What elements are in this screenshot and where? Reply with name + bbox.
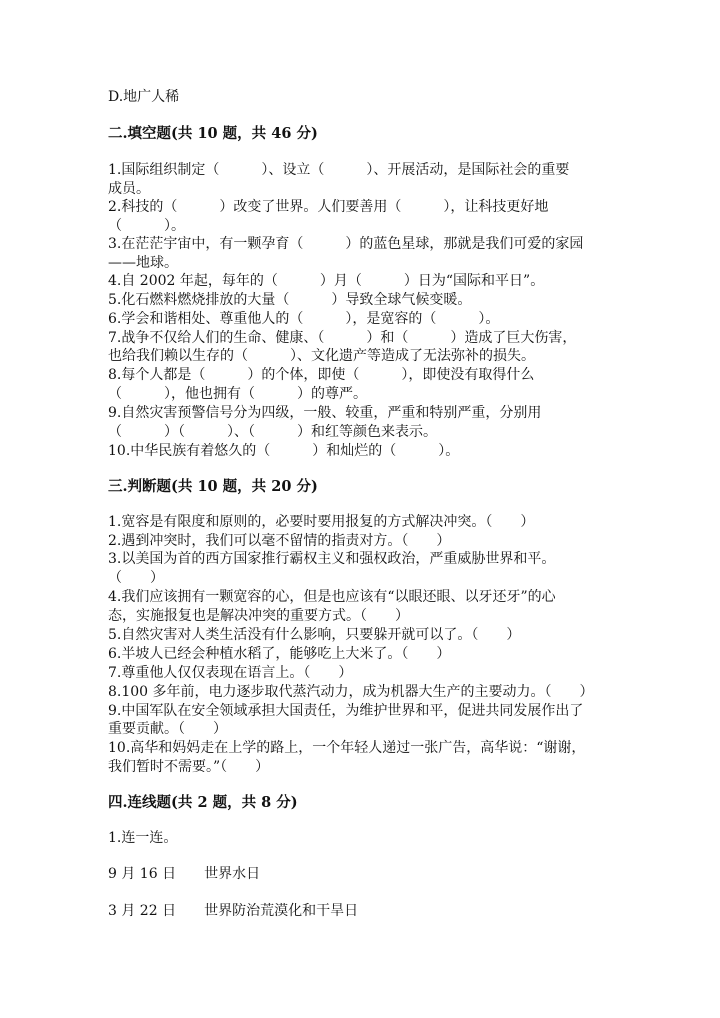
question-line: 7.战争不仅给人们的生命、健康、（ ）和（ ）造成了巨大伤害，: [108, 330, 577, 346]
section-heading-matching: 四.连线题(共 2 题，共 8 分): [108, 794, 298, 811]
question-line: 我们暂时不需要。”（ ）: [108, 759, 270, 775]
section-heading-fill-blank: 二.填空题(共 10 题，共 46 分): [108, 125, 318, 142]
question-line: 1.宽容是有限度和原则的，必要时要用报复的方式解决冲突。（ ）: [108, 514, 535, 530]
question-line: 6.半坡人已经会种植水稻了，能够吃上大米了。（ ）: [108, 646, 451, 662]
question-line: （ ）: [108, 570, 164, 586]
question-line: 4.自 2002 年起，每年的（ ）月（ ）日为“国际和平日”。: [108, 273, 545, 289]
question-line: 成员。: [108, 181, 150, 197]
question-line: 7.尊重他人仅仅表现在语言上。（ ）: [108, 665, 353, 681]
question-line: （ ）。: [108, 218, 185, 234]
question-line: 4.我们应该拥有一颗宽容的心，但是也应该有“以眼还眼、以牙还牙”的心: [108, 589, 556, 605]
question-line: 2.遇到冲突时，我们可以毫不留情的指责对方。（ ）: [108, 533, 451, 549]
question-line: 1.连一连。: [108, 830, 178, 846]
question-line: （ ），他也拥有（ ）的尊严。: [108, 386, 367, 402]
question-line: 1.国际组织制定（ ）、设立（ ）、开展活动，是国际社会的重要: [108, 162, 570, 178]
section-heading-true-false: 三.判断题(共 10 题，共 20 分): [108, 478, 318, 495]
question-line: 10.中华民族有着悠久的（ ）和灿烂的（ ）。: [108, 443, 460, 459]
question-line: 6.学会和谐相处、尊重他人的（ ），是宽容的（ ）。: [108, 311, 500, 327]
question-line: 3.以美国为首的西方国家推行霸权主义和强权政治，严重威胁世界和平。: [108, 551, 556, 567]
matching-row: 9 月 16 日 世界水日: [108, 866, 261, 882]
option-d: D.地广人稀: [108, 89, 180, 105]
question-line: 3.在茫茫宇宙中，有一颗孕育（ ）的蓝色星球，那就是我们可爱的家园: [108, 236, 584, 252]
question-line: 态，实施报复也是解决冲突的重要方式。（ ）: [108, 608, 409, 624]
question-line: 5.化石燃料燃烧排放的大量（ ）导致全球气候变暖。: [108, 292, 472, 308]
question-line: 10.高华和妈妈走在上学的路上，一个年轻人递过一张广告，高华说：“谢谢，: [108, 740, 586, 756]
question-line: 9.中国军队在安全领域承担大国责任，为维护世界和平，促进共同发展作出了: [108, 703, 584, 719]
question-line: 也给我们赖以生存的（ ）、文化遗产等造成了无法弥补的损失。: [108, 348, 535, 364]
question-line: 8.每个人都是（ ）的个体，即使（ ），即使没有取得什么: [108, 367, 535, 383]
question-line: 重要贡献。（ ）: [108, 721, 227, 737]
question-line: （ ）（ ）、（ ）和红等颜色来表示。: [108, 424, 437, 440]
matching-row: 3 月 22 日 世界防治荒漠化和干旱日: [108, 903, 359, 919]
question-line: 2.科技的（ ）改变了世界。人们要善用（ ），让科技更好地: [108, 199, 549, 215]
question-line: 5.自然灾害对人类生活没有什么影响，只要躲开就可以了。（ ）: [108, 627, 521, 643]
question-line: 9.自然灾害预警信号分为四级，一般、较重，严重和特别严重，分别用: [108, 405, 542, 421]
question-line: ——地球。: [108, 255, 178, 271]
question-line: 8.100 多年前，电力逐步取代蒸汽动力，成为机器大生产的主要动力。（ ）: [108, 684, 594, 700]
